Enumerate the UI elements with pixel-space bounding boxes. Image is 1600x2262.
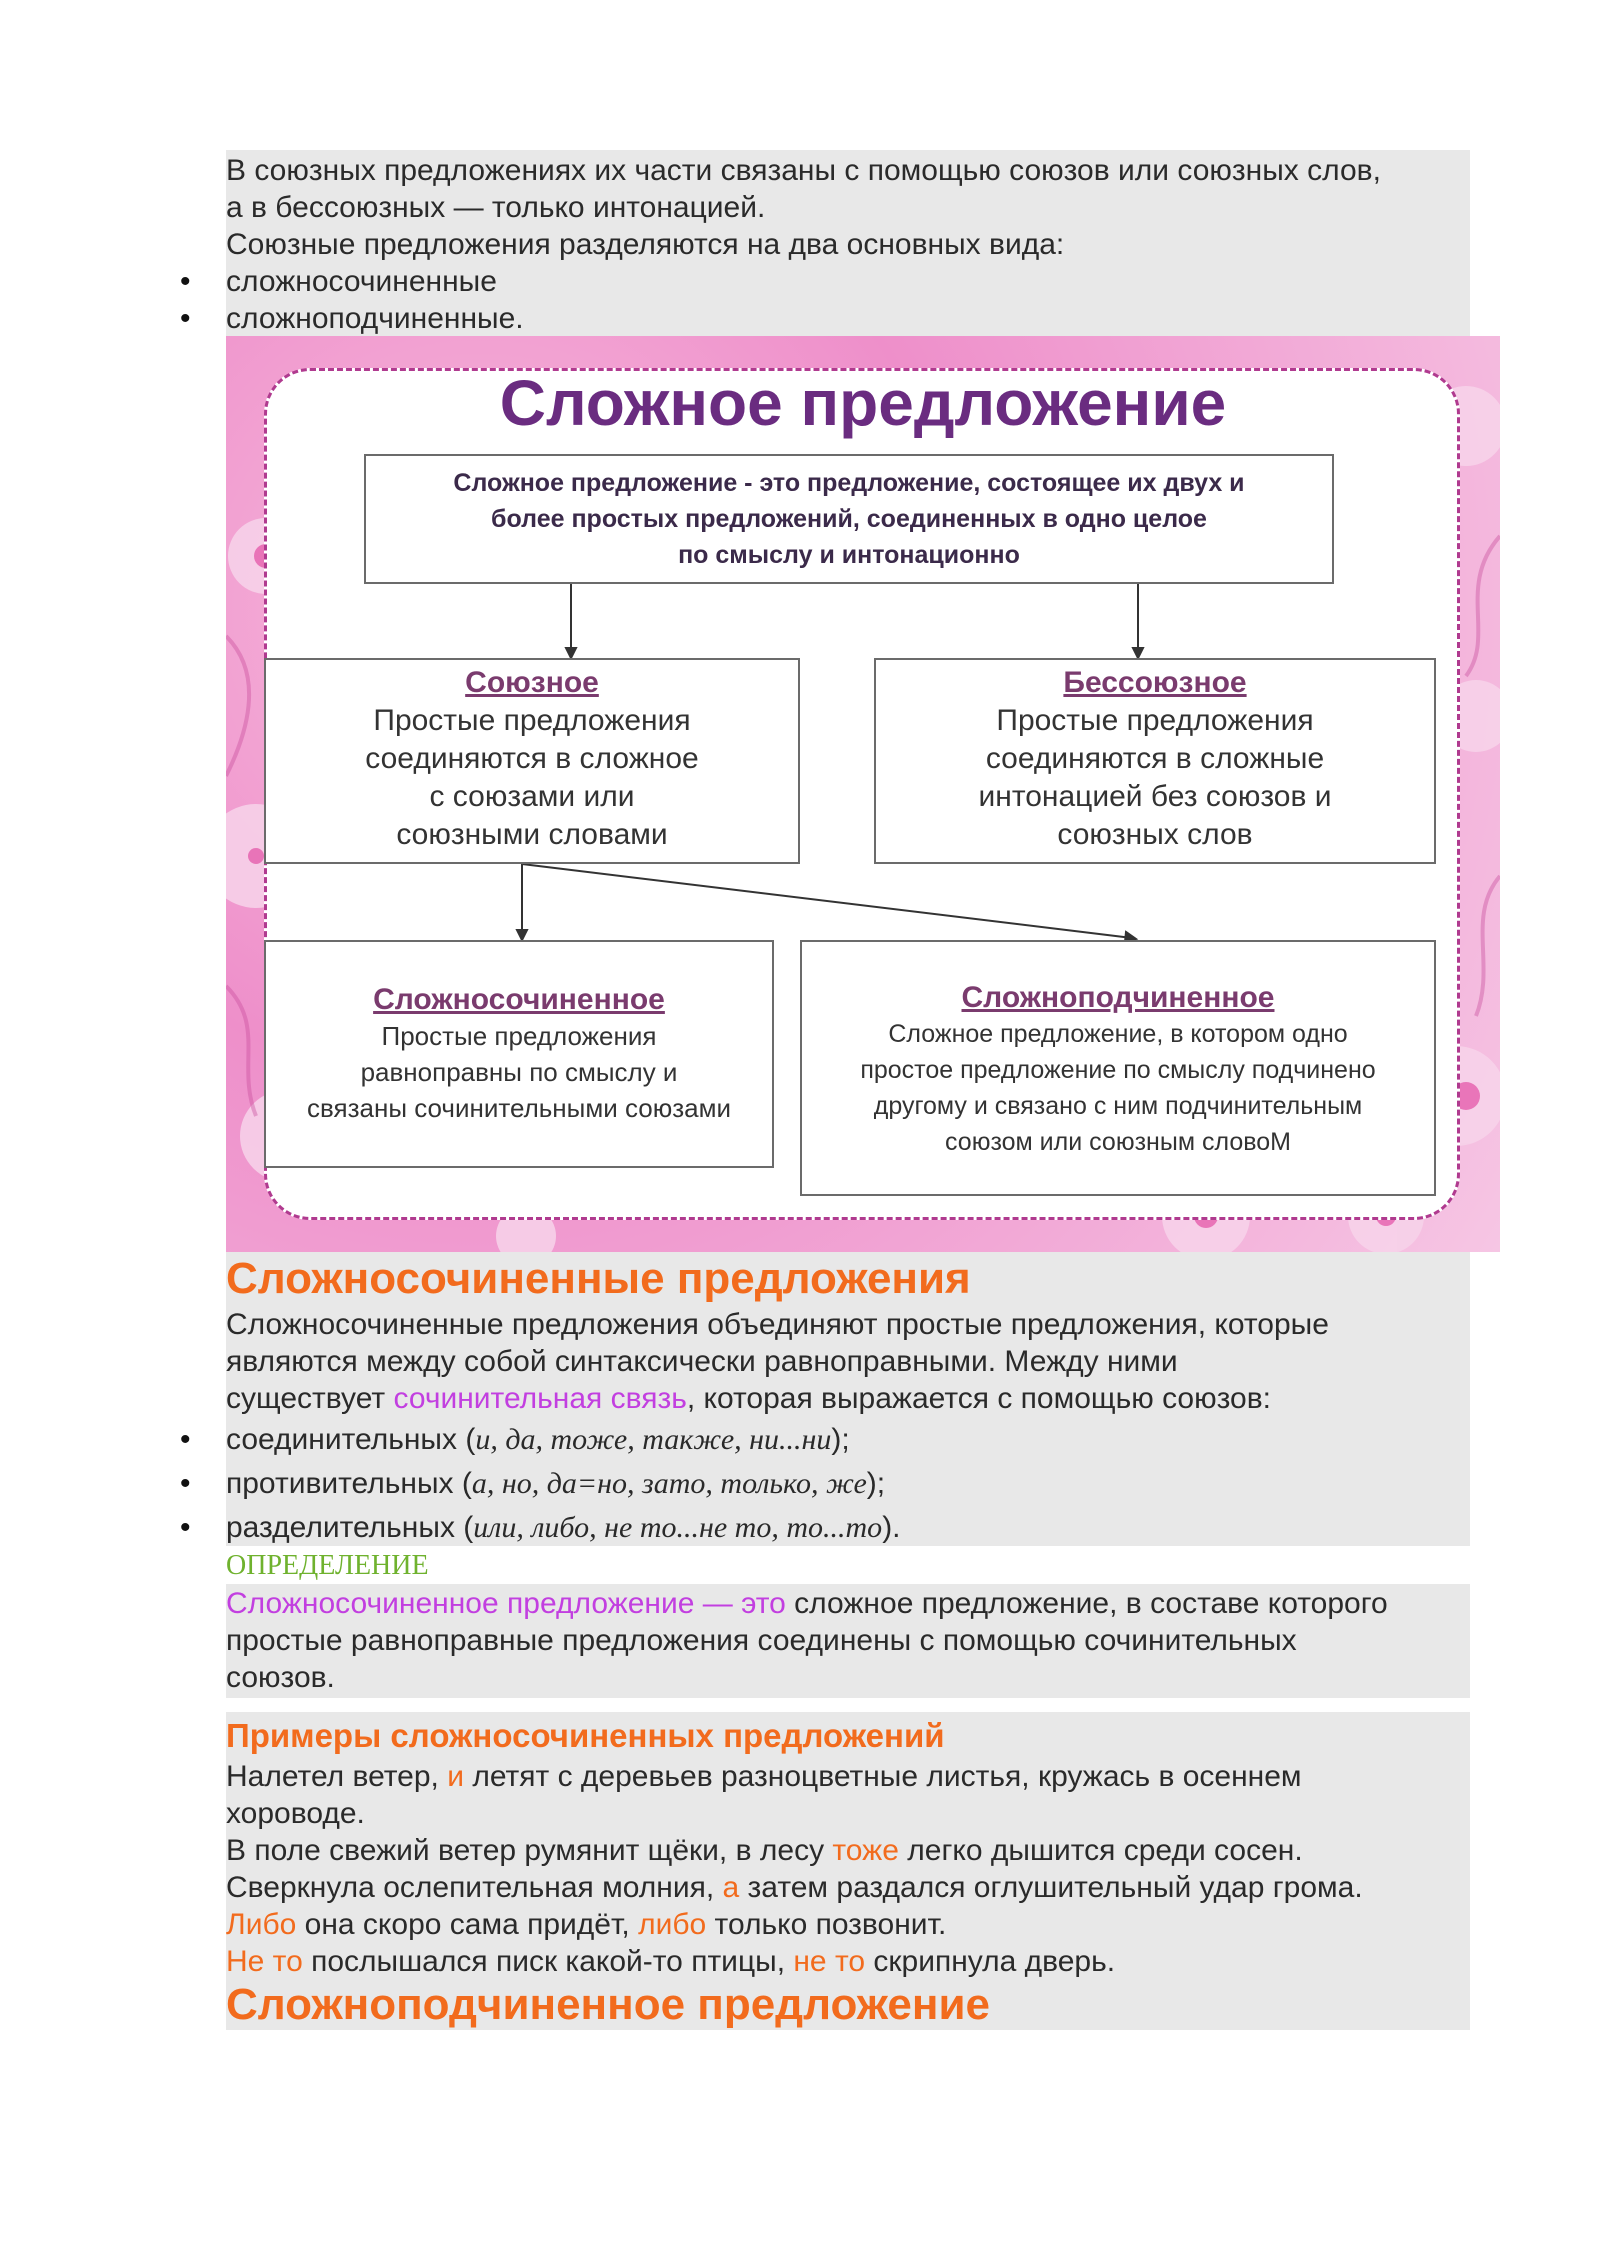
nonunion-line: соединяются в сложные [985, 742, 1325, 775]
complex-box [800, 940, 1436, 1196]
example-text: затем раздался оглушительный удар грома. [739, 1871, 1363, 1904]
complex-sentence-infographic [226, 336, 1500, 1252]
coordination-link[interactable]: сочинительная связь [393, 1382, 687, 1415]
compound-line: связаны сочинительными союзами [306, 1093, 731, 1123]
example-text: летят с деревьев разноцветные листья, кружась в осеннем [463, 1760, 1302, 1793]
nonunion-line: Простые предложения [996, 704, 1314, 737]
conj-examples: и, да, тоже, также, ни...ни [475, 1423, 832, 1456]
definition-line: по смыслу и интонационно [678, 541, 1020, 569]
conj-end: ). [882, 1511, 901, 1544]
paragraph-line [226, 1380, 1470, 1417]
union-box [264, 658, 800, 864]
conj-type: разделительных ( [226, 1511, 474, 1544]
list-item [180, 263, 1470, 300]
example-line [226, 1943, 1470, 1980]
paragraph-text: , которая выражается с помощью союзов: [686, 1382, 1271, 1415]
example-line [226, 1758, 1470, 1795]
definition-line: Сложное предложение - это предложение, состоящее их двух и [453, 469, 1245, 497]
complex-line: другому и связано с ним подчинительным [873, 1092, 1363, 1120]
example-text: легко дышится среди сосен. [898, 1834, 1303, 1867]
section1-heading: Сложносочиненные предложения [226, 1254, 971, 1303]
section1-paragraph [226, 1306, 1470, 1417]
list-item-text: сложноподчиненные. [226, 302, 524, 335]
definition-line [226, 1585, 1470, 1622]
conj-end: ); [831, 1423, 850, 1456]
list-item-text: сложносочиненные [226, 265, 497, 298]
union-line: Простые предложения [373, 704, 691, 737]
definition-box [364, 454, 1334, 584]
compound-title: Сложносочиненное [373, 983, 665, 1016]
definition-line: союзов. [226, 1661, 335, 1694]
paragraph-line: Сложносочиненные предложения объединяют простые предложения, которые [226, 1308, 1329, 1341]
examples-text [226, 1758, 1470, 1980]
paragraph-text: существует [226, 1382, 394, 1415]
complex-line: простое предложение по смыслу подчинено [860, 1056, 1376, 1084]
example-line: хороводе. [226, 1797, 365, 1830]
examples-heading: Примеры сложносочиненных предложений [226, 1717, 945, 1754]
example-conjunction: Либо [226, 1908, 297, 1941]
union-line: соединяются в сложное [365, 742, 699, 775]
complex-title: Сложноподчиненное [961, 981, 1275, 1014]
conj-examples: или, либо, не то...не то, то...то [473, 1511, 883, 1544]
definition-term[interactable]: Сложносочиненное предложение — это [226, 1587, 786, 1620]
example-conjunction: и [447, 1760, 464, 1793]
intro-line: В союзных предложениях их части связаны с помощью союзов или союзных слов, [226, 154, 1381, 187]
example-conjunction: либо [638, 1908, 707, 1941]
section2-heading: Сложноподчиненное предложение [226, 1980, 990, 2029]
example-conjunction: а [722, 1871, 740, 1904]
complex-line: Сложное предложение, в котором одно [888, 1020, 1348, 1048]
paragraph-line: являются между собой синтаксически равноправными. Между ними [226, 1345, 1178, 1378]
conjunction-list [180, 1418, 1470, 1550]
conj-examples: а, но, да=но, зато, только, же [471, 1467, 867, 1500]
nonunion-line: союзных слов [1057, 818, 1253, 851]
nonunion-line: интонацией без союзов и [978, 780, 1332, 813]
example-line [226, 1906, 1470, 1943]
definition-label: ОПРЕДЕЛЕНИЕ [226, 1550, 429, 1581]
conj-end: ); [866, 1467, 886, 1500]
example-text: Налетел ветер, [226, 1760, 448, 1793]
compound-box [264, 940, 774, 1168]
example-text: она скоро сама придёт, [296, 1908, 639, 1941]
list-item [180, 1462, 1470, 1506]
example-text: только позвонит. [706, 1908, 947, 1941]
example-text: послышался писк какой-то птицы, [302, 1945, 794, 1978]
list-item [180, 1418, 1470, 1462]
conj-type: противительных ( [226, 1467, 472, 1500]
example-conjunction: не то [793, 1945, 866, 1978]
list-item [180, 1506, 1470, 1550]
example-text: В поле свежий ветер румянит щёки, в лесу [226, 1834, 833, 1867]
list-item [180, 300, 1470, 337]
union-line: союзными словами [396, 818, 668, 851]
definition-rest: сложное предложение, в составе которого [785, 1587, 1388, 1620]
example-line [226, 1869, 1470, 1906]
nonunion-box [874, 658, 1436, 864]
definition-text [226, 1585, 1470, 1696]
intro-line: а в бессоюзных — только интонацией. [226, 191, 766, 224]
compound-line: равноправны по смыслу и [360, 1057, 678, 1087]
conj-type: соединительных ( [226, 1423, 476, 1456]
complex-line: союзом или союзным словоМ [945, 1128, 1291, 1156]
infographic-title: Сложное предложение [499, 367, 1227, 439]
intro-text [226, 152, 1470, 263]
example-text: Сверкнула ослепительная молния, [226, 1871, 723, 1904]
example-conjunction: Не то [226, 1945, 303, 1978]
example-line [226, 1832, 1470, 1869]
example-text: скрипнула дверь. [865, 1945, 1116, 1978]
nonunion-title: Бессоюзное [1063, 666, 1247, 699]
compound-line: Простые предложения [381, 1021, 657, 1051]
definition-line: простые равноправные предложения соединены с помощью сочинительных [226, 1624, 1297, 1657]
example-conjunction: тоже [832, 1834, 899, 1867]
union-line: с союзами или [429, 780, 635, 813]
intro-bullet-list [180, 263, 1470, 337]
intro-line: Союзные предложения разделяются на два основных вида: [226, 228, 1065, 261]
union-title: Союзное [465, 666, 599, 699]
definition-line: более простых предложений, соединенных в одно целое [491, 505, 1207, 533]
